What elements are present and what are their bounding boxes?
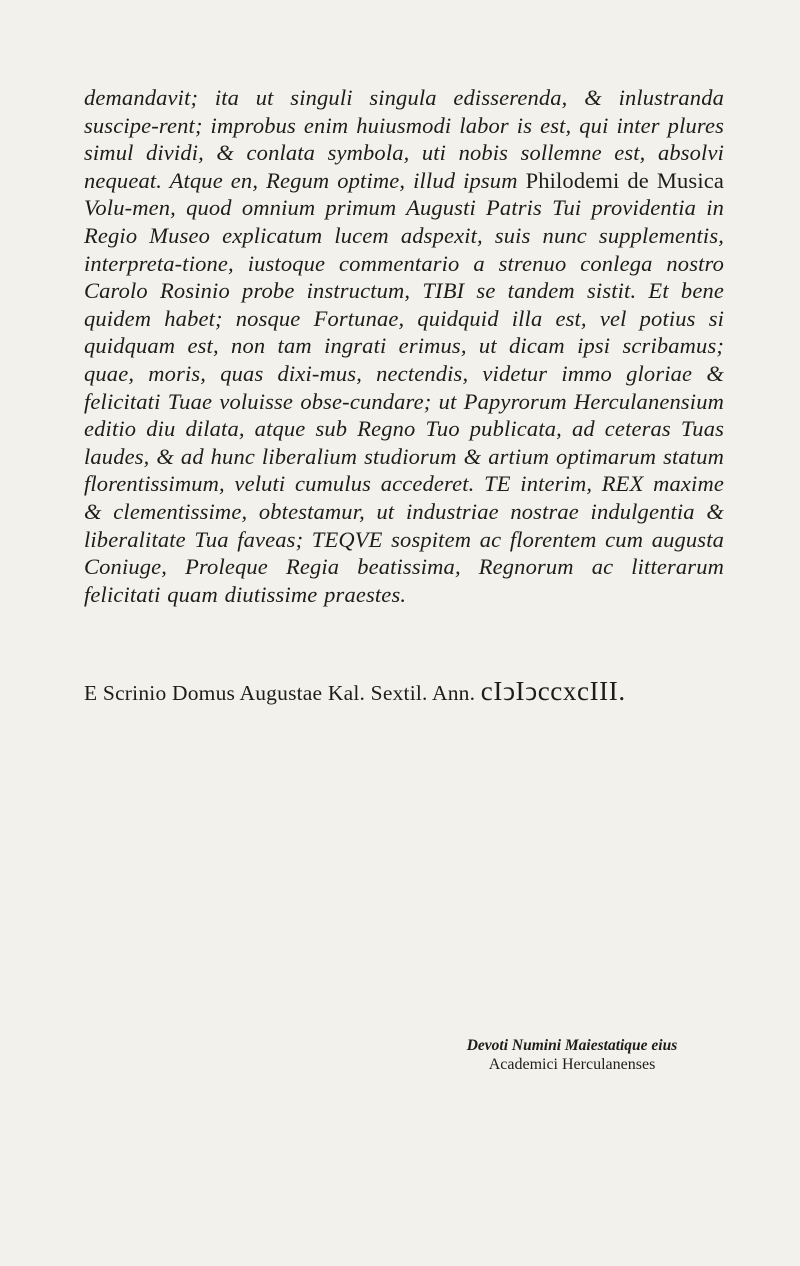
dateline-year: cIↄIↄccxcIII. xyxy=(480,676,626,706)
body-text-part-2: Volu-men, quod omnium primum Augusti Patris Tui providentia in Regio Museo explicatum lucem adspexit, suis nunc supplementis, interpreta-tione, iustoque commentario a strenuo conlega nostro Carolo Rosinio probe instructum, TIBI se tandem sistit. Et bene quidem habet; nosque Fortunae, quidquid illa est, vel potius si quidquam est, non tam ingrati erimus, ut dicam ipsi scribamus; quae, moris, quas dixi-mus, nectendis, videtur immo gloriae & felicitati Tuae voluisse obse-cundare; ut Papyrorum Herculanensium editio diu dilata, atque sub Regno Tuo publicata, ad ceteras Tuas laudes, & ad hunc liberalium studiorum & artium optimarum statum florentissimum, veluti cumulus accederet. TE interim, REX maxime & clementissime, obtestamur, ut industriae nostrae indulgentia & liberalitate Tua faveas; TEQVE sospitem ac florentem cum augusta Coniuge, Proleque Regia beatissima, Regnorum ac litterarum felicitati quam diutissime praestes. xyxy=(84,195,724,607)
body-text-roman-title: Philodemi de Musica xyxy=(525,167,725,193)
signature-block xyxy=(442,1036,702,1075)
body-text-part-1: demandavit; ita ut singuli singula edisserenda, & inlustranda suscipe-rent; improbus enim huiusmodi labor is est, qui inter plures simul dividi, & conlata symbola, uti nobis sollemne est, absolvi nequeat. Atque en, Regum optime, illud ipsum xyxy=(84,85,724,193)
signature-line-1: Devoti Numini Maiestatique eius xyxy=(466,1037,678,1054)
signature-line-2: Academici Herculanenses xyxy=(488,1056,656,1073)
dedication-body-text xyxy=(84,84,724,608)
dateline-text: E Scrinio Domus Augustae Kal. Sextil. Ann. xyxy=(84,681,481,705)
dateline xyxy=(84,676,724,707)
